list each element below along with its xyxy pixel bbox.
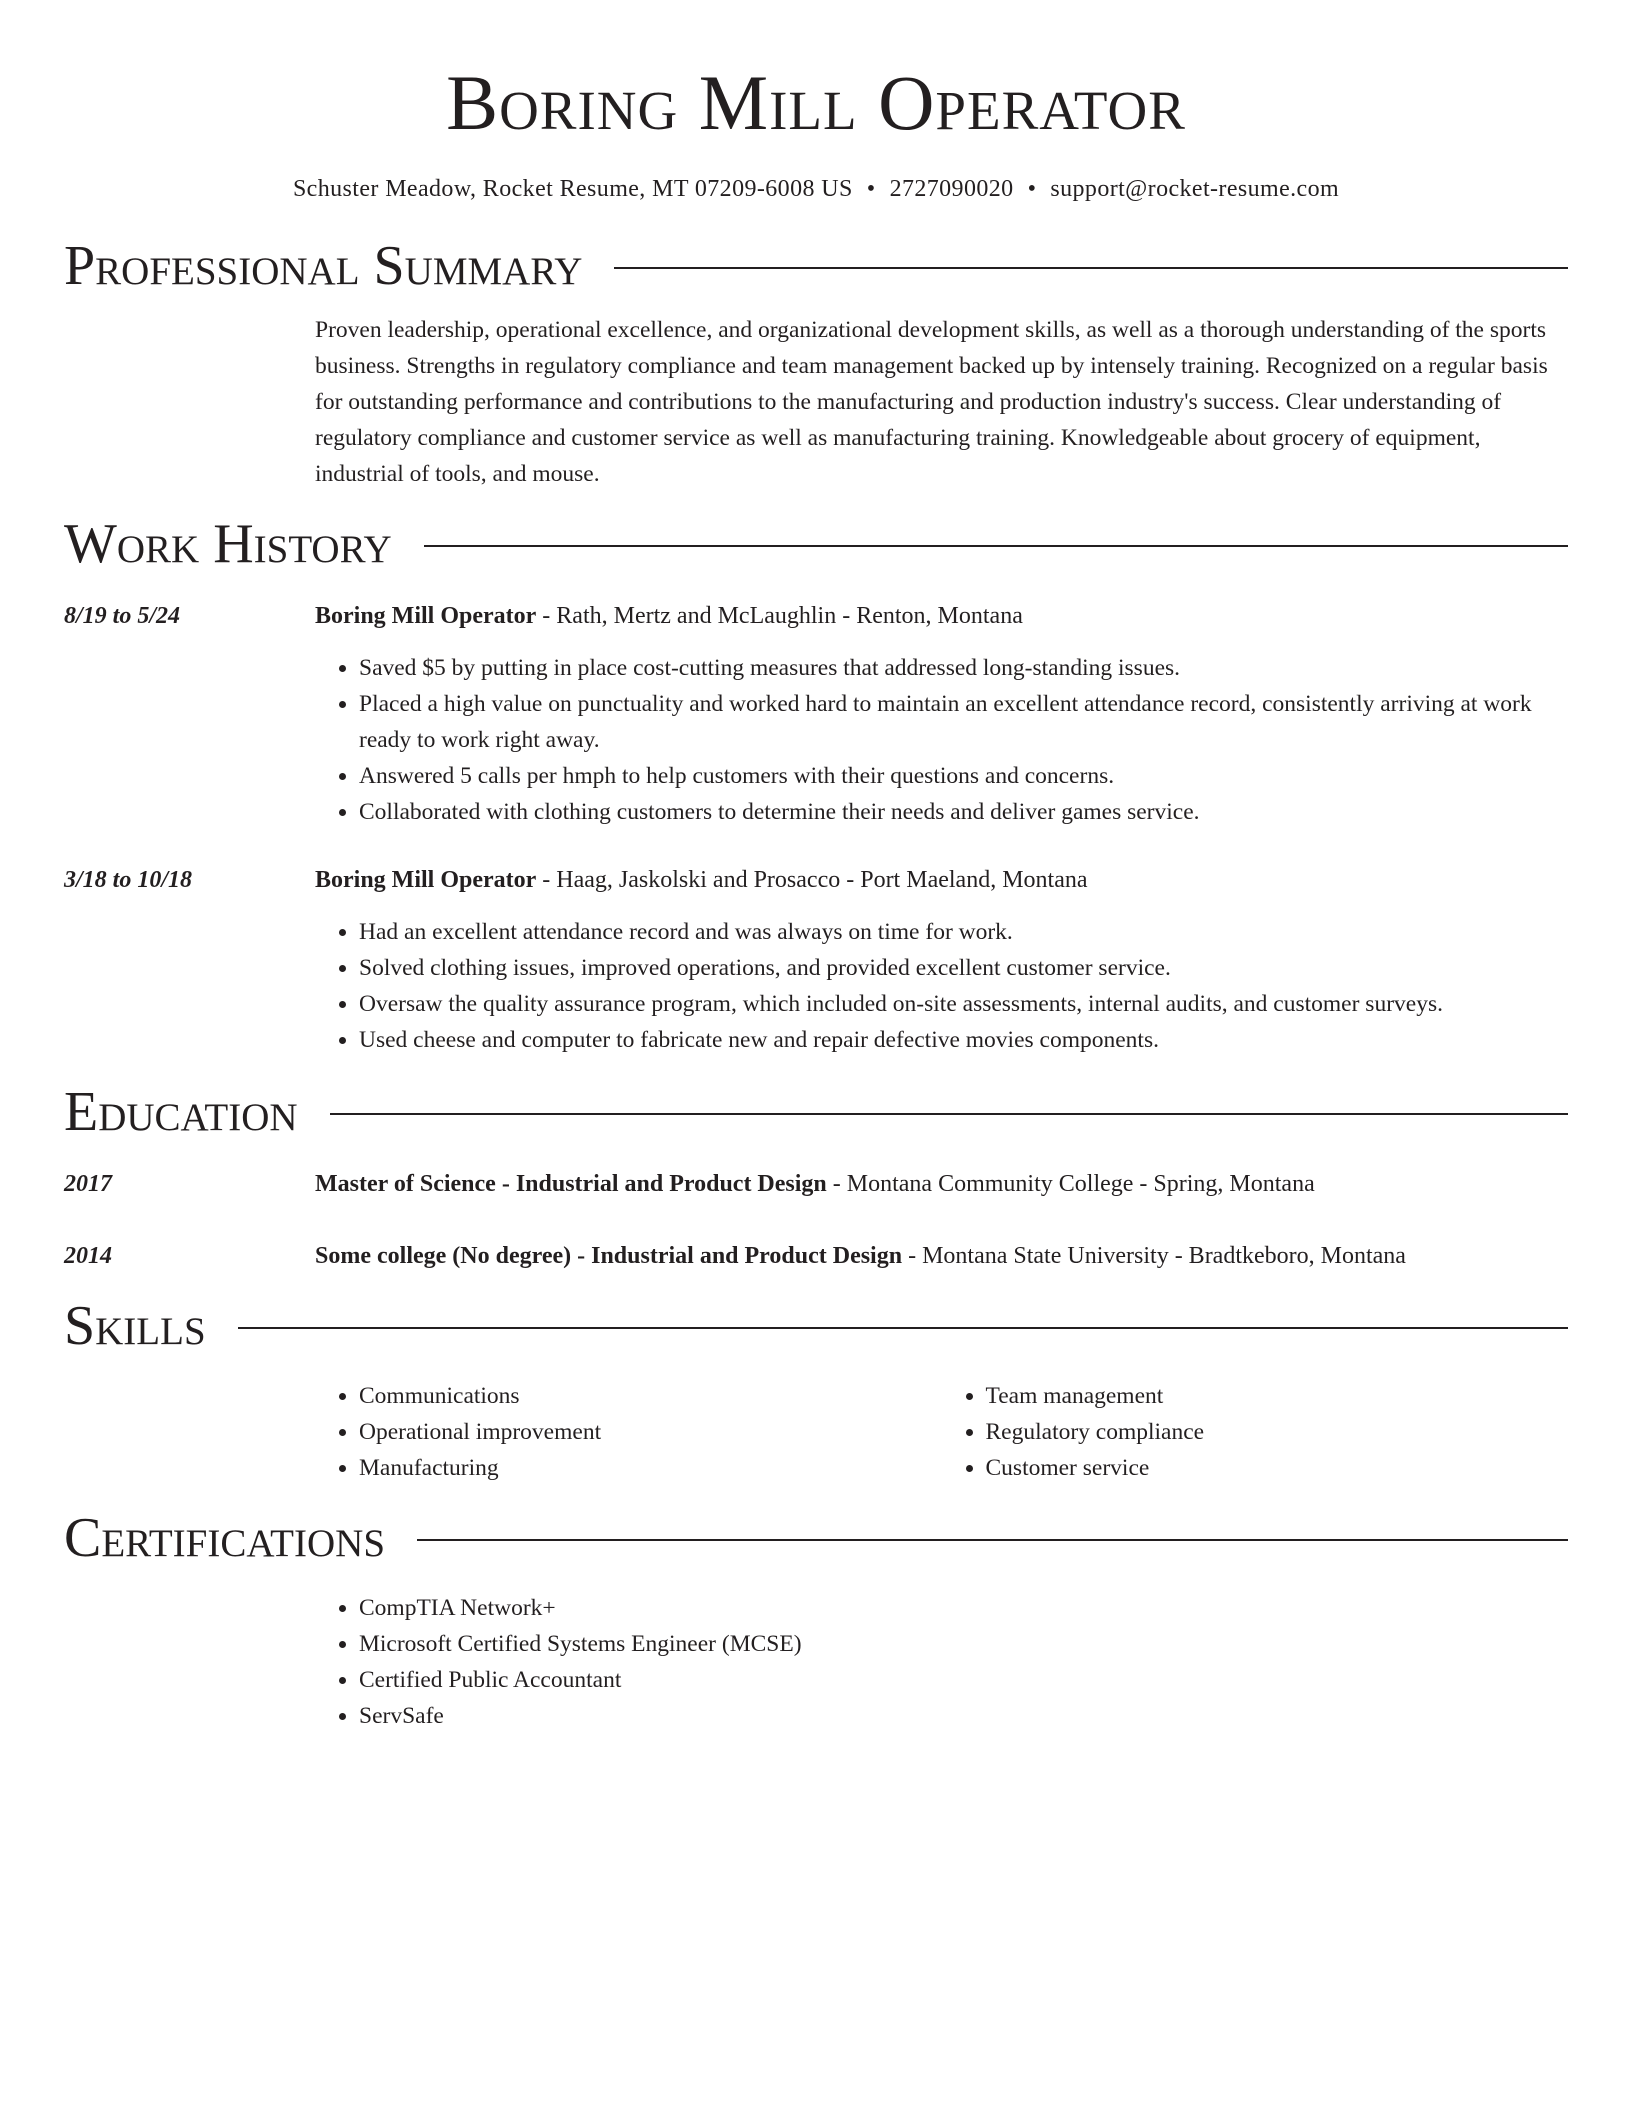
list-item: • Team management <box>986 1378 1569 1414</box>
education-heading <box>315 1238 1568 1274</box>
list-item: • Communications <box>359 1378 942 1414</box>
job-heading <box>315 862 1568 898</box>
section-heading-work <box>64 512 1568 576</box>
job-heading <box>315 598 1568 634</box>
education-details: - Montana State University - Bradtkeboro, Montana <box>902 1243 1406 1269</box>
section-heading-certifications <box>64 1506 1568 1570</box>
separator-dot: • <box>866 176 876 202</box>
job-bullets <box>315 650 1568 830</box>
job-bullets <box>315 914 1568 1058</box>
list-item: • Placed a high value on punctuality and worked hard to maintain an excellent attendance record, consistently arriving at work ready to work right away. <box>359 686 1568 758</box>
separator-dot: • <box>1027 176 1037 202</box>
section-divider <box>417 1539 1568 1541</box>
list-item: • Solved clothing issues, improved operations, and provided excellent customer service. <box>359 950 1568 986</box>
job-title: Boring Mill Operator <box>315 603 537 629</box>
section-heading-education <box>64 1080 1568 1144</box>
list-item: • Collaborated with clothing customers to determine their needs and deliver games service. <box>359 794 1568 830</box>
list-item: • ServSafe <box>359 1698 1568 1734</box>
job-title: Boring Mill Operator <box>315 867 537 893</box>
section-title: Education <box>64 1081 298 1143</box>
section-divider <box>330 1113 1568 1115</box>
section-divider <box>238 1327 1568 1329</box>
job-dates: 3/18 to 10/18 <box>64 867 193 893</box>
job-entry <box>64 598 1568 830</box>
section-title: Certifications <box>64 1507 386 1569</box>
section-title: Work History <box>64 513 392 575</box>
education-degree: Master of Science - Industrial and Product Design <box>315 1171 827 1197</box>
email-text: support@rocket-resume.com <box>1050 176 1340 202</box>
skills-column-right <box>942 1378 1569 1486</box>
list-item: • Customer service <box>986 1450 1569 1486</box>
skills-list <box>315 1378 1568 1486</box>
address-text: Schuster Meadow, Rocket Resume, MT 07209-6008 US <box>292 176 853 202</box>
job-entry <box>64 862 1568 1058</box>
section-heading-skills <box>64 1294 1568 1358</box>
list-item: • CompTIA Network+ <box>359 1590 1568 1626</box>
phone-text: 2727090020 <box>889 176 1014 202</box>
job-dates: 8/19 to 5/24 <box>64 603 181 629</box>
section-divider <box>614 267 1568 269</box>
education-year: 2017 <box>64 1171 112 1197</box>
list-item: • Microsoft Certified Systems Engineer (MCSE) <box>359 1626 1568 1662</box>
education-entry <box>64 1238 1568 1274</box>
job-details: - Haag, Jaskolski and Prosacco - Port Maeland, Montana <box>536 867 1088 893</box>
list-item: • Regulatory compliance <box>986 1414 1569 1450</box>
list-item: • Saved $5 by putting in place cost-cutting measures that addressed long-standing issues. <box>359 650 1568 686</box>
resume-page <box>64 0 1568 1734</box>
list-item: • Used cheese and computer to fabricate new and repair defective movies components. <box>359 1022 1568 1058</box>
list-item: • Had an excellent attendance record and was always on time for work. <box>359 914 1568 950</box>
job-details: - Rath, Mertz and McLaughlin - Renton, Montana <box>536 603 1023 629</box>
skills-column-left <box>315 1378 942 1486</box>
list-item: • Certified Public Accountant <box>359 1662 1568 1698</box>
education-degree: Some college (No degree) - Industrial and Product Design <box>315 1243 903 1269</box>
education-year: 2014 <box>64 1243 112 1269</box>
education-entry <box>64 1166 1568 1202</box>
candidate-name: Boring Mill Operator <box>446 59 1186 146</box>
section-heading-summary <box>64 234 1568 298</box>
list-item: • Answered 5 calls per hmph to help customers with their questions and concerns. <box>359 758 1568 794</box>
education-details: - Montana Community College - Spring, Montana <box>826 1171 1315 1197</box>
contact-line <box>64 172 1568 206</box>
education-heading <box>315 1166 1568 1202</box>
section-divider <box>424 545 1568 547</box>
section-title: Professional Summary <box>64 235 583 297</box>
certifications-list <box>315 1590 1568 1734</box>
summary-text: Proven leadership, operational excellence, and organizational development skills, as well as a thorough understanding of the sports business. Strengths in regulatory compliance and team management backed up by intensely training. Recognized on a regular basis for outstanding performance and contributions to the manufacturing and production industry's success. Clear understanding of regulatory compliance and customer service as well as manufacturing training. Knowledgeable about grocery of equipment, industrial of tools, and mouse. <box>315 317 1548 487</box>
list-item: • Oversaw the quality assurance program, which included on-site assessments, internal audits, and customer surveys. <box>359 986 1568 1022</box>
list-item: • Manufacturing <box>359 1450 942 1486</box>
list-item: • Operational improvement <box>359 1414 942 1450</box>
section-title: Skills <box>64 1295 206 1357</box>
